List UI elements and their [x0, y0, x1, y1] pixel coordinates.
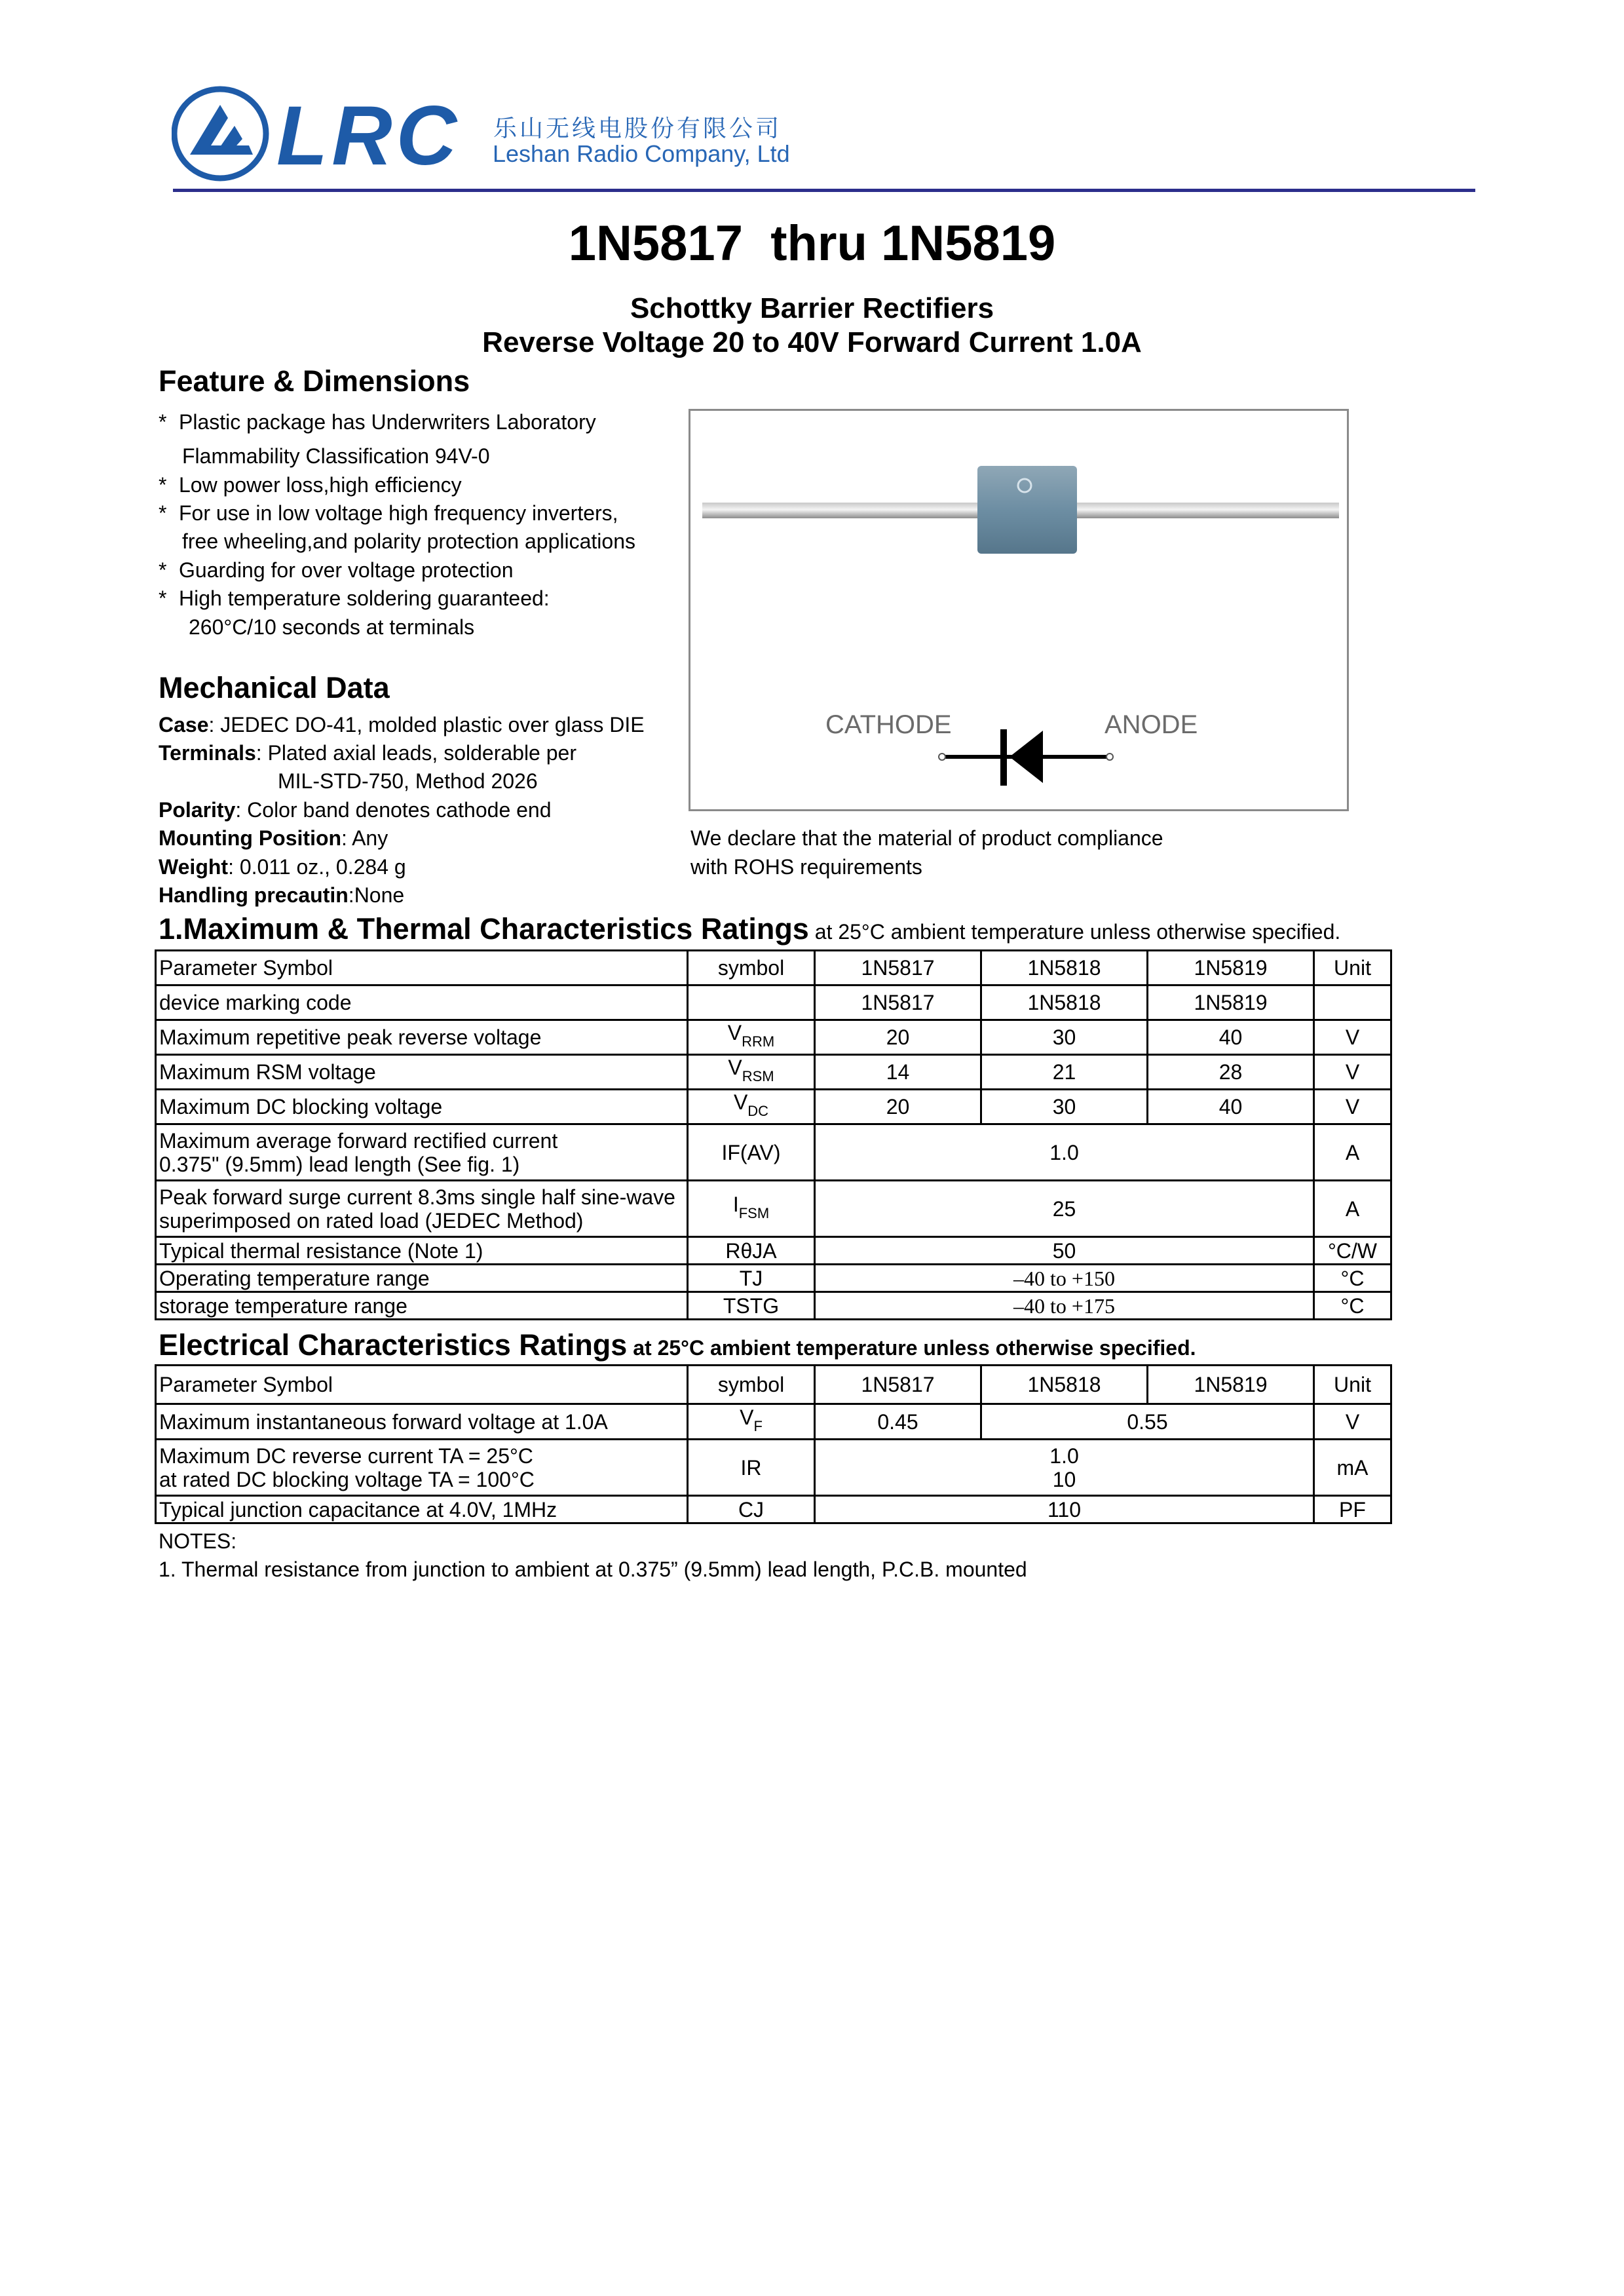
table-header-row	[156, 1366, 1391, 1404]
row-symbol: $V_F$	[688, 1404, 815, 1440]
table-row	[156, 985, 1391, 1020]
row-unit: PF	[1314, 1496, 1391, 1523]
feature-line: free wheeling,and polarity protection applications	[182, 529, 635, 553]
row-value: 1N5817	[815, 985, 981, 1020]
row-value: 0.55	[981, 1404, 1314, 1440]
header-part: 1N5817	[815, 951, 981, 985]
row-symbol: RθJA	[688, 1237, 815, 1265]
row-param: Maximum RSM voltage	[156, 1055, 688, 1090]
mech-polarity: Polarity: Color band denotes cathode end	[159, 798, 552, 822]
feature-line: High temperature soldering guaranteed:	[179, 586, 550, 610]
header-unit: Unit	[1314, 951, 1391, 985]
bullet: *	[159, 473, 167, 497]
mech-handling: Handling precautin:None	[159, 883, 405, 907]
table-row	[156, 1404, 1391, 1440]
row-value: –40 to +150	[815, 1265, 1314, 1292]
row-value: 50	[815, 1237, 1314, 1265]
row-param: Maximum DC blocking voltage	[156, 1090, 688, 1124]
mech-terminals: Terminals: Plated axial leads, solderable per	[159, 741, 576, 765]
company-name-cn: 乐山无线电股份有限公司	[493, 115, 782, 142]
bullet: *	[159, 558, 167, 582]
header-param: Parameter Symbol	[156, 1366, 688, 1404]
rohs-statement-line1: We declare that the material of product compliance	[690, 826, 1163, 850]
table-row	[156, 1237, 1391, 1265]
row-symbol	[688, 985, 815, 1020]
feature-line: Low power loss,high efficiency	[179, 473, 462, 497]
row-value: 14	[815, 1055, 981, 1090]
feature-line: Plastic package has Underwriters Laboratory	[179, 410, 596, 434]
row-symbol: CJ	[688, 1496, 815, 1523]
table-row	[156, 1020, 1391, 1055]
table-row	[156, 1090, 1391, 1124]
row-symbol: $V_{DC}$	[688, 1090, 815, 1124]
row-param: Maximum instantaneous forward voltage at 1.0A	[156, 1404, 688, 1440]
bullet: *	[159, 501, 167, 525]
row-param: Typical thermal resistance (Note 1)	[156, 1237, 688, 1265]
table-row	[156, 1496, 1391, 1523]
subtitle-type: Schottky Barrier Rectifiers	[630, 292, 994, 324]
row-symbol: IR	[688, 1440, 815, 1496]
row-unit: A	[1314, 1124, 1391, 1181]
row-param: Typical junction capacitance at 4.0V, 1MHz	[156, 1496, 688, 1523]
table-row	[156, 1440, 1391, 1496]
header-symbol: symbol	[688, 1366, 815, 1404]
anode-label: ANODE	[1105, 710, 1198, 739]
table-row	[156, 1055, 1391, 1090]
diode-symbol-bar	[1000, 729, 1007, 786]
header-part: 1N5817	[815, 1366, 981, 1404]
header-part: 1N5818	[981, 951, 1148, 985]
header-unit: Unit	[1314, 1366, 1391, 1404]
row-param: Peak forward surge current 8.3ms single half sine-wave superimposed on rated load (JEDEC Method)	[156, 1181, 688, 1237]
package-illustration	[689, 409, 1349, 811]
feature-line: 260°C/10 seconds at terminals	[189, 615, 475, 639]
electrical-ratings-table	[155, 1364, 1392, 1524]
note-1: 1. Thermal resistance from junction to ambient at 0.375” (9.5mm) lead length, P.C.B. mounted	[159, 1558, 1027, 1581]
row-unit: V	[1314, 1020, 1391, 1055]
row-value: 20	[815, 1020, 981, 1055]
row-unit: mA	[1314, 1440, 1391, 1496]
row-value: 20	[815, 1090, 981, 1124]
mech-case: Case: JEDEC DO-41, molded plastic over glass DIE	[159, 713, 645, 737]
mechanical-heading: Mechanical Data	[159, 671, 390, 704]
mech-terminals-standard: MIL-STD-750, Method 2026	[278, 769, 538, 793]
row-param: Maximum repetitive peak reverse voltage	[156, 1020, 688, 1055]
row-unit: V	[1314, 1090, 1391, 1124]
row-value: 40	[1148, 1090, 1314, 1124]
diode-symbol-triangle	[1010, 731, 1043, 783]
max-thermal-ratings-table	[155, 949, 1392, 1320]
row-value: 1N5818	[981, 985, 1148, 1020]
row-symbol: $V_{RSM}$	[688, 1055, 815, 1090]
row-symbol: IF(AV)	[688, 1124, 815, 1181]
header-part: 1N5818	[981, 1366, 1148, 1404]
row-unit	[1314, 985, 1391, 1020]
row-unit: A	[1314, 1181, 1391, 1237]
table-row	[156, 1181, 1391, 1237]
row-value: 1N5819	[1148, 985, 1314, 1020]
row-unit: V	[1314, 1055, 1391, 1090]
cathode-label: CATHODE	[825, 710, 952, 739]
row-unit: °C/W	[1314, 1237, 1391, 1265]
table2-heading: Electrical Characteristics Ratings at 25°C ambient temperature unless otherwise specified.	[159, 1328, 1196, 1362]
feature-line: For use in low voltage high frequency inverters,	[179, 501, 618, 525]
row-symbol: TJ	[688, 1265, 815, 1292]
row-value: 30	[981, 1090, 1148, 1124]
row-value: 21	[981, 1055, 1148, 1090]
mech-mounting: Mounting Position: Any	[159, 826, 388, 850]
row-value: 25	[815, 1181, 1314, 1237]
cathode-terminal	[939, 754, 945, 760]
row-value: 1.0 10	[815, 1440, 1314, 1496]
table1-heading: 1.Maximum & Thermal Characteristics Ratings at 25°C ambient temperature unless otherwise specified.	[159, 912, 1341, 946]
table-row	[156, 1124, 1391, 1181]
row-value: 40	[1148, 1020, 1314, 1055]
row-symbol: TSTG	[688, 1292, 815, 1320]
row-param: Maximum average forward rectified current 0.375" (9.5mm) lead length (See fig. 1)	[156, 1124, 688, 1181]
row-param: Maximum DC reverse current TA = 25°C at rated DC blocking voltage TA = 100°C	[156, 1440, 688, 1496]
logo-text: LRC	[276, 89, 461, 183]
row-value: –40 to +175	[815, 1292, 1314, 1320]
row-value: 1.0	[815, 1124, 1314, 1181]
page-title: 1N5817 thru 1N5819	[568, 216, 1056, 271]
row-unit: °C	[1314, 1265, 1391, 1292]
company-name-en: Leshan Radio Company, Ltd	[493, 140, 790, 167]
bullet: *	[159, 586, 167, 610]
row-value: 30	[981, 1020, 1148, 1055]
notes-heading: NOTES:	[159, 1529, 237, 1553]
row-value: 0.45	[815, 1404, 981, 1440]
bullet: *	[159, 410, 167, 434]
header-part: 1N5819	[1148, 951, 1314, 985]
feature-line: Flammability Classification 94V-0	[182, 444, 490, 468]
anode-terminal	[1106, 754, 1113, 760]
company-logo	[172, 83, 486, 187]
rohs-statement-line2: with ROHS requirements	[690, 855, 922, 879]
row-param: storage temperature range	[156, 1292, 688, 1320]
features-heading: Feature & Dimensions	[159, 364, 470, 398]
row-value: 28	[1148, 1055, 1314, 1090]
feature-line: Guarding for over voltage protection	[179, 558, 514, 582]
row-unit: V	[1314, 1404, 1391, 1440]
table-row	[156, 1292, 1391, 1320]
header-part: 1N5819	[1148, 1366, 1314, 1404]
header-symbol: symbol	[688, 951, 815, 985]
row-param: device marking code	[156, 985, 688, 1020]
header-param: Parameter Symbol	[156, 951, 688, 985]
row-symbol: $I_{FSM}$	[688, 1181, 815, 1237]
row-unit: °C	[1314, 1292, 1391, 1320]
subtitle-ratings: Reverse Voltage 20 to 40V Forward Current 1.0A	[482, 326, 1142, 358]
table-header-row	[156, 951, 1391, 985]
header-rule	[173, 189, 1475, 192]
row-value: 110	[815, 1496, 1314, 1523]
diode-drawing	[690, 411, 1347, 809]
row-symbol: $V_{RRM}$	[688, 1020, 815, 1055]
row-param: Operating temperature range	[156, 1265, 688, 1292]
table-row	[156, 1265, 1391, 1292]
mech-weight: Weight: 0.011 oz., 0.284 g	[159, 855, 406, 879]
